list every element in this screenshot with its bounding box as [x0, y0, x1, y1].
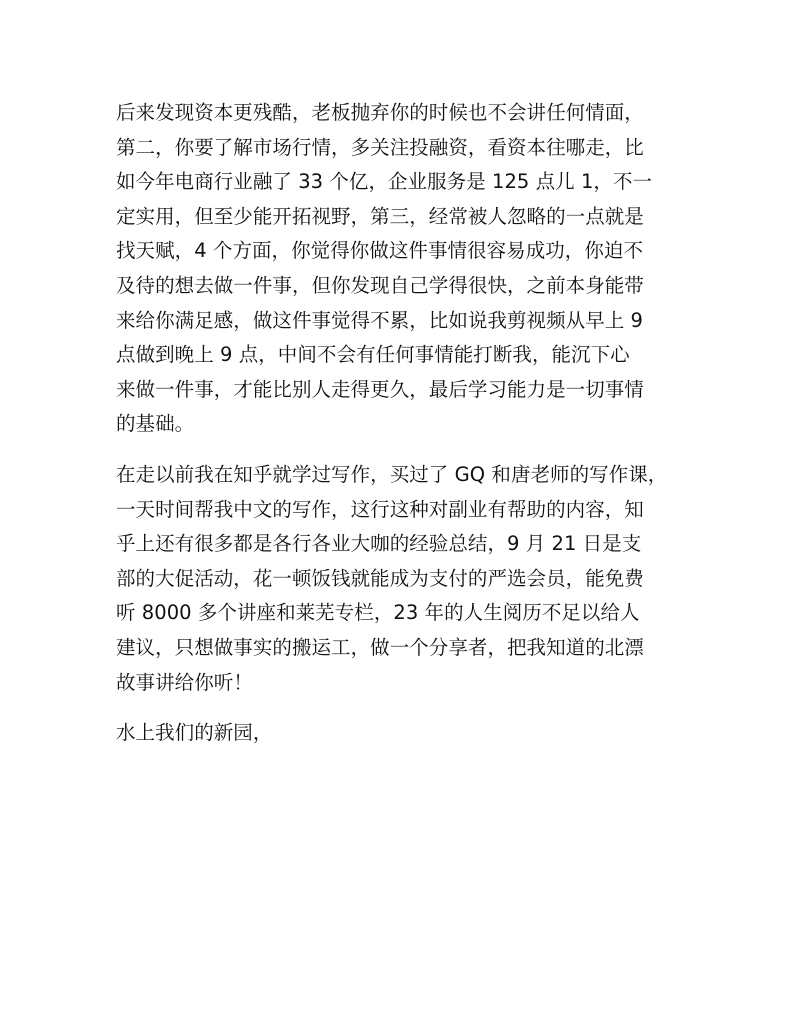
text-line: 及待的想去做一件事，但你发现自己学得很快，之前本身能带 [116, 273, 644, 297]
text-line: 水上我们的新园， [116, 721, 273, 745]
text-line: 部的大促活动，花一顿饭钱就能成为支付的严选会员，能免费 [116, 566, 644, 590]
text-line: 故事讲给你听！ [116, 670, 253, 694]
text-line: 乎上还有很多都是各行各业大咖的经验总结，9 月 21 日是支 [116, 532, 642, 556]
text-line: 来做一件事，才能比别人走得更久，最后学习能力是一切事情 [116, 377, 644, 401]
text-line: 点做到晚上 9 点，中间不会有任何事情能打断我，能沉下心 [116, 343, 630, 367]
text-line: 后来发现资本更残酷，老板抛弃你的时候也不会讲任何情面， [116, 101, 644, 124]
paragraph-2 [116, 458, 686, 700]
text-line: 找天赋，4 个方面，你觉得你做这件事情很容易成功，你迫不 [116, 239, 644, 263]
text-line: 一天时间帮我中文的写作，这行这种对副业有帮助的内容，知 [116, 497, 644, 521]
text-line: 的基础。 [116, 412, 195, 436]
text-line: 在走以前我在知乎就学过写作，买过了 GQ 和唐老师的写作课， [116, 462, 668, 486]
paragraph-3 [116, 716, 686, 751]
document-body [116, 96, 686, 767]
text-line: 听 8000 多个讲座和莱芜专栏，23 年的人生阅历不足以给人 [116, 601, 640, 625]
text-line: 定实用，但至少能开拓视野，第三，经常被人忽略的一点就是 [116, 204, 644, 228]
text-line: 第二，你要了解市场行情，多关注投融资，看资本往哪走，比 [116, 135, 644, 159]
text-line: 来给你满足感，做这件事觉得不累，比如说我剪视频从早上 9 [116, 308, 644, 332]
paragraph-1 [116, 96, 686, 442]
text-line: 如今年电商行业融了 33 个亿，企业服务是 125 点儿 1，不一 [116, 170, 653, 194]
text-line: 建议，只想做事实的搬运工，做一个分享者，把我知道的北漂 [116, 635, 644, 659]
